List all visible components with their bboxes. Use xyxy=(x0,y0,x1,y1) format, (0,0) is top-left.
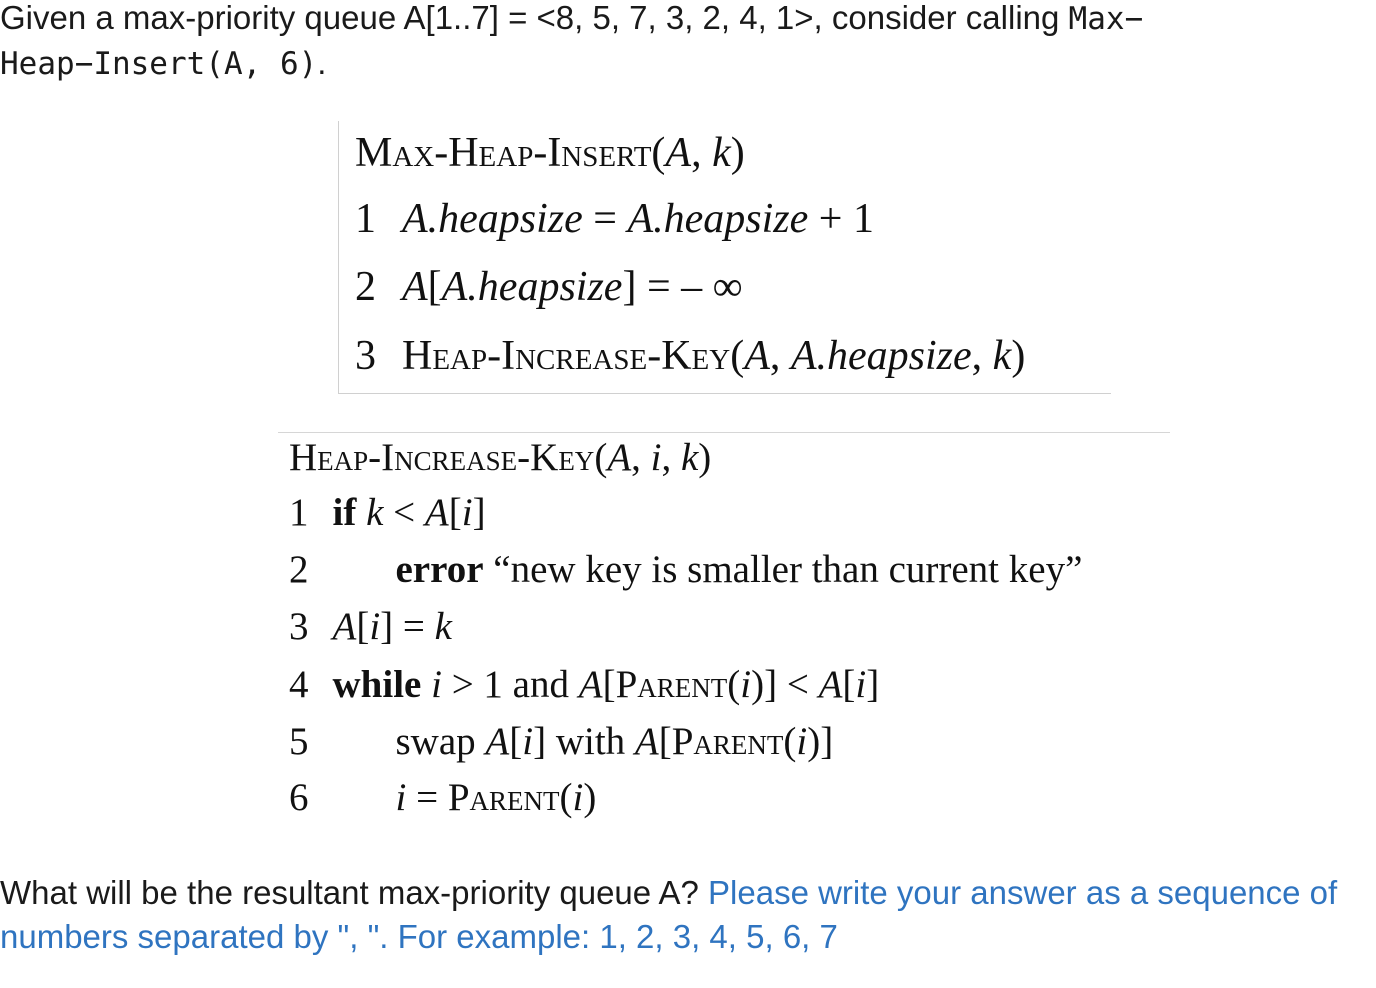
bracket: [ xyxy=(842,663,856,706)
paren: ) xyxy=(583,776,597,819)
paren: ) xyxy=(698,436,712,479)
expr: A.heapsize xyxy=(441,264,623,310)
bracket: [ xyxy=(509,720,523,763)
var: A xyxy=(578,663,603,706)
heap-increase-key-line-2 xyxy=(289,547,1082,592)
arg: i xyxy=(650,436,662,479)
arg: k xyxy=(680,436,699,479)
bracket: [ xyxy=(356,605,370,648)
procedure-name: Heap-Increase-Key xyxy=(289,436,595,479)
bracket: ] xyxy=(472,491,486,534)
keyword: error xyxy=(395,548,484,591)
procedure-call: Parent xyxy=(615,663,728,706)
intro-text: Given a max-priority queue A[1..7] = <8, 5, 7, 3, 2, 4, 1>, consider calling xyxy=(0,0,1069,36)
procedure-call: Heap-Increase-Key xyxy=(402,333,731,379)
arg: k xyxy=(992,333,1012,379)
bracket: [ xyxy=(658,720,672,763)
question-prompt xyxy=(0,871,1370,959)
var: A xyxy=(485,720,510,763)
expr: A.heapsize xyxy=(627,196,809,242)
var: A xyxy=(818,663,843,706)
var: k xyxy=(434,605,452,648)
procedure-call: Parent xyxy=(447,776,560,819)
keyword: if xyxy=(332,491,357,534)
arg-k: k xyxy=(712,130,731,176)
line-number: 2 xyxy=(355,264,376,310)
line-number: 4 xyxy=(289,663,309,706)
var: A xyxy=(332,605,357,648)
bracket: ] xyxy=(380,605,394,648)
question-text: What will be the resultant max-priority queue A? xyxy=(0,874,709,911)
bracket: ] xyxy=(622,264,637,310)
max-heap-insert-line-3 xyxy=(355,332,1025,380)
keyword: while xyxy=(332,663,422,706)
bracket: [ xyxy=(602,663,616,706)
heap-increase-key-header xyxy=(289,435,711,480)
bracket: [ xyxy=(427,264,442,310)
paren: ( xyxy=(594,436,608,479)
max-heap-insert-pseudocode xyxy=(338,121,1111,394)
var: k xyxy=(356,491,384,534)
heap-increase-key-line-1 xyxy=(289,490,486,535)
heap-increase-key-line-6 xyxy=(289,775,596,820)
var: i xyxy=(421,663,442,706)
paren: ( xyxy=(783,720,797,763)
var: i xyxy=(369,605,381,648)
paren: )] xyxy=(807,720,834,763)
sep: , xyxy=(691,130,713,176)
op: > 1 and xyxy=(441,663,579,706)
var: i xyxy=(796,720,808,763)
line-number: 6 xyxy=(289,776,309,819)
text: ] with xyxy=(533,720,635,763)
line-number: 1 xyxy=(289,491,309,534)
var: i xyxy=(522,720,534,763)
paren: ( xyxy=(727,663,741,706)
op: = xyxy=(582,196,628,242)
var: i xyxy=(461,491,473,534)
paren: ( xyxy=(730,333,745,379)
procedure-call: Parent xyxy=(671,720,784,763)
var: A xyxy=(424,491,449,534)
line-number: 5 xyxy=(289,720,309,763)
expr: A.heapsize xyxy=(402,196,583,242)
max-heap-insert-line-1 xyxy=(355,195,874,243)
bracket: ] xyxy=(866,663,880,706)
paren: ( xyxy=(651,130,666,176)
var: i xyxy=(740,663,752,706)
op: = – ∞ xyxy=(636,264,743,310)
heap-increase-key-line-3 xyxy=(289,604,452,649)
max-heap-insert-header xyxy=(355,129,745,177)
arg: A xyxy=(744,333,770,379)
intro-suffix: . xyxy=(317,44,327,81)
paren: ( xyxy=(559,776,573,819)
op: = xyxy=(406,776,448,819)
bracket: [ xyxy=(448,491,462,534)
paren: ) xyxy=(730,130,745,176)
arg-a: A xyxy=(665,130,692,176)
line-number: 3 xyxy=(355,333,376,379)
sep: , xyxy=(631,436,651,479)
intro-code-part1: Max− xyxy=(1068,1,1144,37)
heap-increase-key-line-5 xyxy=(289,719,833,764)
var: i xyxy=(855,663,867,706)
paren: ) xyxy=(751,663,765,706)
error-message: “new key is smaller than current key” xyxy=(483,548,1083,591)
max-heap-insert-line-2 xyxy=(355,263,743,311)
question-intro xyxy=(0,0,1370,86)
op: < xyxy=(383,491,425,534)
var: i xyxy=(395,776,407,819)
text: swap xyxy=(395,720,486,763)
answer-instruction: Please write your answer as a sequence of numbers separated by ", ". For example: 1, 2, 3, 4, 5, 6, 7 xyxy=(0,874,1338,955)
sep: , xyxy=(971,333,993,379)
paren: ) xyxy=(1011,333,1026,379)
op: = xyxy=(393,605,435,648)
procedure-name: Max-Heap-Insert xyxy=(355,130,652,176)
op: ] < xyxy=(764,663,819,706)
op: + 1 xyxy=(808,196,874,242)
divider xyxy=(278,432,1170,433)
expr: A xyxy=(402,264,428,310)
line-number: 2 xyxy=(289,548,309,591)
arg: A xyxy=(607,436,632,479)
sep: , xyxy=(769,333,791,379)
sep: , xyxy=(661,436,681,479)
intro-code-part2: Heap−Insert(A, 6) xyxy=(0,46,318,82)
heap-increase-key-line-4 xyxy=(289,662,879,707)
var: i xyxy=(572,776,584,819)
line-number: 1 xyxy=(355,196,376,242)
arg: A.heapsize xyxy=(790,333,972,379)
line-number: 3 xyxy=(289,605,309,648)
var: A xyxy=(634,720,659,763)
